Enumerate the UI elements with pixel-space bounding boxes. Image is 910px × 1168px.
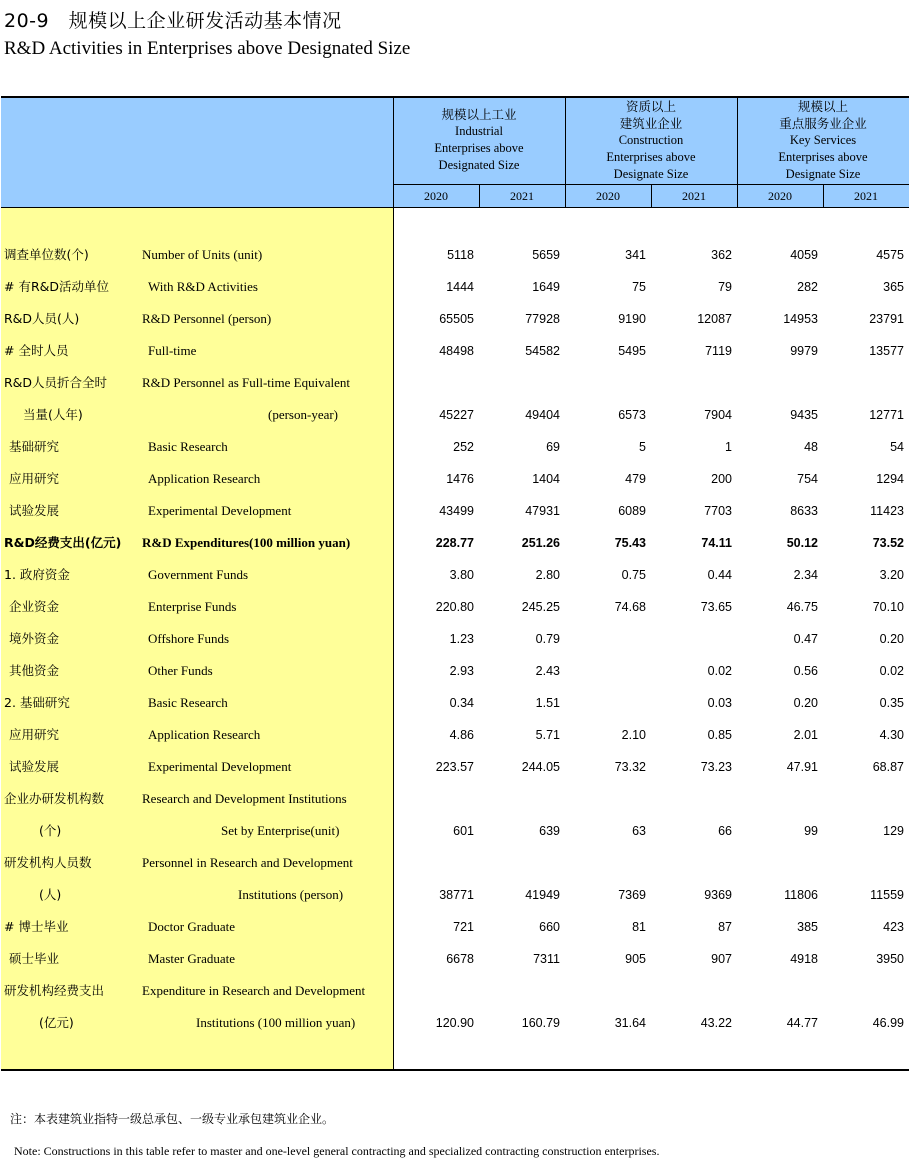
table-cell: 99 [804, 824, 818, 838]
header-group-line: 规模以上 [797, 98, 848, 114]
top-rule [1, 96, 909, 98]
row-label-cn: (个) [39, 823, 62, 838]
header-group-construction [565, 96, 737, 184]
row-label-cn: 1. 政府资金 [4, 567, 70, 582]
table-cell: 3.80 [449, 568, 474, 582]
header-group-line: 规模以上工业 [441, 107, 517, 122]
table-cell: 7119 [705, 344, 732, 358]
table-cell [738, 367, 818, 399]
table-row [1, 751, 909, 783]
header-bottom-rule [1, 207, 909, 208]
row-label-en: Experimental Development [148, 759, 292, 774]
table-cell: 8633 [790, 504, 818, 518]
table-row [1, 239, 909, 271]
table-cell: 73.52 [872, 536, 904, 550]
table-cell: 0.47 [793, 632, 818, 646]
table-cell: 68.87 [872, 760, 904, 774]
table-cell: 6089 [618, 504, 646, 518]
table-cell: 73.65 [700, 600, 732, 614]
table-cell: 87 [718, 920, 732, 934]
header-group-industrial [393, 96, 565, 184]
row-label-en: Institutions (100 million yuan) [196, 1015, 356, 1030]
table-cell: 4.86 [449, 728, 474, 742]
table-row [1, 271, 909, 303]
year-header: 2021 [854, 189, 878, 203]
table-cell: 81 [632, 920, 646, 934]
row-label-cn: 硕士毕业 [9, 951, 60, 966]
table-cell: 2.10 [621, 728, 646, 742]
table-cell [824, 783, 904, 815]
table-cell: 129 [883, 824, 904, 838]
table-cell: 1.23 [449, 632, 474, 646]
year-divider [823, 184, 824, 208]
table-cell: 282 [797, 280, 818, 294]
table-row [1, 783, 909, 815]
row-label-cn: 企业资金 [9, 599, 60, 614]
table-cell: 907 [711, 952, 732, 966]
row-label-cn: # 博士毕业 [4, 919, 69, 934]
table-cell: 754 [797, 472, 818, 486]
table-cell: 7369 [618, 888, 646, 902]
row-label-en: Basic Research [148, 695, 228, 710]
table-cell: 9435 [790, 408, 818, 422]
table-row [1, 911, 909, 943]
table-cell: 252 [453, 440, 474, 454]
table-row [1, 527, 909, 559]
table-cell: 69 [546, 440, 560, 454]
table-row [1, 367, 909, 399]
table-cell: 385 [797, 920, 818, 934]
table-cell [394, 783, 474, 815]
group-divider [565, 96, 566, 208]
row-label-en: Number of Units (unit) [142, 247, 263, 262]
table-cell: 54 [890, 440, 904, 454]
row-label-en: Set by Enterprise(unit) [221, 823, 340, 838]
table-cell: 660 [539, 920, 560, 934]
row-label-cn: 企业办研发机构数 [4, 791, 105, 806]
table-cell: 2.43 [535, 664, 560, 678]
header-stub [1, 96, 393, 208]
table-cell [480, 847, 560, 879]
year-header: 2021 [682, 189, 706, 203]
table-cell: 4059 [790, 248, 818, 262]
table-cell: 1 [725, 440, 732, 454]
table-cell: 5659 [532, 248, 560, 262]
table-cell [566, 655, 646, 687]
table-cell [480, 975, 560, 1007]
table-cell: 31.64 [614, 1016, 646, 1030]
table-cell: 65505 [439, 312, 474, 326]
table-row [1, 623, 909, 655]
row-label-cn: 试验发展 [9, 759, 60, 774]
table-row [1, 431, 909, 463]
table-row [1, 719, 909, 751]
stub-divider [393, 96, 394, 1071]
header-group-line: Industrial [455, 124, 503, 138]
table-cell [824, 975, 904, 1007]
table-cell: 4918 [790, 952, 818, 966]
table-cell [566, 687, 646, 719]
row-label-en: (person-year) [268, 407, 339, 422]
table-row [1, 847, 909, 879]
table-cell: 6678 [446, 952, 474, 966]
year-header: 2021 [510, 189, 534, 203]
table-cell: 2.93 [449, 664, 474, 678]
table-cell: 0.44 [707, 568, 732, 582]
table-row [1, 943, 909, 975]
table-cell: 66 [718, 824, 732, 838]
table-cell: 223.57 [435, 760, 474, 774]
table-cell: 251.26 [521, 536, 560, 550]
row-label-cn: 基础研究 [9, 439, 60, 454]
table-cell: 47.91 [786, 760, 818, 774]
table-cell: 5 [639, 440, 646, 454]
row-label-en: With R&D Activities [148, 279, 258, 294]
table-cell: 9369 [704, 888, 732, 902]
table-cell: 13577 [869, 344, 904, 358]
table-cell: 0.02 [707, 664, 732, 678]
header-group-services [737, 96, 909, 184]
table-cell: 0.79 [535, 632, 560, 646]
table-cell: 48 [804, 440, 818, 454]
table-row [1, 335, 909, 367]
row-label-en: R&D Personnel (person) [142, 311, 272, 326]
row-label-cn: 试验发展 [9, 503, 60, 518]
row-label-cn: (亿元) [39, 1015, 74, 1030]
table-cell: 12771 [869, 408, 904, 422]
row-label-cn: 研发机构经费支出 [4, 983, 105, 998]
table-cell [480, 367, 560, 399]
row-label-en: Doctor Graduate [148, 919, 235, 934]
header-group-line: Enterprises above [778, 149, 868, 164]
table-cell: 11423 [870, 504, 904, 518]
year-header: 2020 [424, 189, 448, 203]
row-label-en: Personnel in Research and Development [142, 855, 353, 870]
table-cell [738, 847, 818, 879]
table-cell: 1.51 [535, 696, 560, 710]
table-cell: 362 [711, 248, 732, 262]
header-group-line: Enterprises above [434, 141, 524, 155]
table-row [1, 495, 909, 527]
table-cell [566, 623, 646, 655]
table-cell: 7311 [533, 952, 560, 966]
row-label-en: Other Funds [148, 663, 213, 678]
table-cell: 244.05 [521, 760, 560, 774]
table-cell: 74.11 [701, 536, 732, 550]
row-label-cn: 应用研究 [9, 727, 60, 742]
header-group-line: Designate Size [785, 166, 861, 181]
table-cell: 48498 [439, 344, 474, 358]
row-label-en: R&D Expenditures(100 million yuan) [142, 535, 351, 550]
table-cell: 46.75 [786, 600, 818, 614]
header-group-line: Designate Size [613, 166, 689, 181]
note-en: Note: Constructions in this table refer to master and one-level general contracting and specialized contracting construction enterprises. [14, 1144, 660, 1158]
table-row [1, 1007, 909, 1039]
table-cell: 1444 [446, 280, 474, 294]
table-cell: 245.25 [521, 600, 560, 614]
table-cell: 228.77 [435, 536, 474, 550]
table-cell: 38771 [439, 888, 474, 902]
table-cell: 5.71 [535, 728, 560, 742]
table-row [1, 879, 909, 911]
table-cell: 0.35 [879, 696, 904, 710]
header-group-line: 重点服务业企业 [779, 115, 867, 131]
table-cell [566, 367, 646, 399]
table-cell: 49404 [525, 408, 560, 422]
table-cell: 11806 [784, 888, 818, 902]
table-cell: 0.85 [707, 728, 732, 742]
row-label-cn: 调查单位数(个) [4, 247, 89, 262]
table-cell: 79 [718, 280, 732, 294]
row-label-en: Government Funds [148, 567, 249, 582]
table-row [1, 655, 909, 687]
table-cell: 7703 [704, 504, 732, 518]
table-cell [652, 975, 732, 1007]
table-cell: 54582 [525, 344, 560, 358]
table-cell: 75 [632, 280, 646, 294]
table-cell: 2.80 [535, 568, 560, 582]
header-group-line: 建筑业企业 [619, 115, 683, 131]
table-row [1, 399, 909, 431]
row-label-en: Application Research [148, 727, 261, 742]
row-label-cn: 境外资金 [9, 631, 60, 646]
table-cell: 3950 [876, 952, 904, 966]
table-row [1, 303, 909, 335]
row-label-cn: R&D人员折合全时 [4, 375, 108, 390]
table-title-en: R&D Activities in Enterprises above Designated Size [4, 38, 411, 59]
table-cell: 601 [453, 824, 474, 838]
table-cell: 0.20 [793, 696, 818, 710]
table-cell: 479 [625, 472, 646, 486]
table-cell: 6573 [618, 408, 646, 422]
table-cell: 0.56 [793, 664, 818, 678]
table-cell: 0.20 [879, 632, 904, 646]
row-label-en: Offshore Funds [148, 631, 230, 646]
row-label-en: Research and Development Institutions [142, 791, 347, 806]
row-label-cn: (人) [39, 887, 62, 902]
table-cell [824, 367, 904, 399]
table-cell: 63 [632, 824, 646, 838]
row-label-cn: 其他资金 [9, 663, 60, 678]
table-row [1, 463, 909, 495]
table-cell: 1649 [532, 280, 560, 294]
table-cell: 45227 [439, 408, 474, 422]
table-cell: 47931 [525, 504, 560, 518]
table-row [1, 815, 909, 847]
table-cell: 14953 [783, 312, 818, 326]
row-label-en: Full-time [148, 343, 197, 358]
table-cell: 1294 [876, 472, 904, 486]
data-table [1, 96, 909, 1071]
table-cell: 905 [625, 952, 646, 966]
row-label-en: R&D Personnel as Full-time Equivalent [142, 375, 350, 390]
table-cell [652, 783, 732, 815]
table-cell: 2.01 [793, 728, 818, 742]
row-label-cn: 2. 基础研究 [4, 695, 70, 710]
table-cell: 365 [883, 280, 904, 294]
table-cell [738, 783, 818, 815]
table-cell: 9979 [790, 344, 818, 358]
table-cell: 44.77 [786, 1016, 818, 1030]
table-cell: 639 [539, 824, 560, 838]
row-label-cn: # 全时人员 [4, 343, 69, 358]
table-cell [824, 847, 904, 879]
table-cell: 70.10 [872, 600, 904, 614]
table-row [1, 559, 909, 591]
table-cell [566, 783, 646, 815]
table-cell: 77928 [525, 312, 560, 326]
table-cell: 160.79 [521, 1016, 560, 1030]
table-cell: 341 [625, 248, 646, 262]
table-cell: 423 [883, 920, 904, 934]
table-cell [394, 367, 474, 399]
header-group-line: Enterprises above [606, 149, 696, 164]
row-label-cn: 应用研究 [9, 471, 60, 486]
table-cell: 1476 [446, 472, 474, 486]
table-cell: 2.34 [793, 568, 818, 582]
row-label-en: Experimental Development [148, 503, 292, 518]
row-label-en: Basic Research [148, 439, 228, 454]
header-group-line: 资质以上 [625, 98, 676, 114]
table-cell: 200 [711, 472, 732, 486]
header-group-line: Construction [618, 132, 684, 147]
table-cell: 0.02 [879, 664, 904, 678]
table-cell: 50.12 [786, 536, 818, 550]
table-cell: 75.43 [614, 536, 646, 550]
year-header: 2020 [596, 189, 620, 203]
row-label-en: Master Graduate [148, 951, 235, 966]
table-cell [394, 847, 474, 879]
table-cell: 43499 [439, 504, 474, 518]
table-cell: 4.30 [879, 728, 904, 742]
table-cell: 0.34 [449, 696, 474, 710]
table-cell: 12087 [697, 312, 732, 326]
table-cell: 43.22 [700, 1016, 732, 1030]
table-cell: 9190 [618, 312, 646, 326]
table-cell: 721 [453, 920, 474, 934]
row-label-cn: # 有R&D活动单位 [4, 279, 110, 294]
note-cn: 注：本表建筑业指特一级总承包、一级专业承包建筑业企业。 [10, 1112, 335, 1126]
row-label-en: Institutions (person) [238, 887, 344, 902]
row-label-cn: 当量(人年) [23, 407, 83, 422]
table-cell [566, 847, 646, 879]
table-row [1, 591, 909, 623]
table-cell: 5495 [618, 344, 646, 358]
table-cell: 3.20 [879, 568, 904, 582]
row-label-en: Application Research [148, 471, 261, 486]
header-group-line: Designated Size [438, 158, 520, 172]
year-header: 2020 [768, 189, 792, 203]
row-label-en: Expenditure in Research and Development [142, 983, 366, 998]
table-cell [738, 975, 818, 1007]
table-cell: 0.75 [621, 568, 646, 582]
table-cell: 4575 [876, 248, 904, 262]
table-cell: 23791 [869, 312, 904, 326]
table-cell: 0.03 [707, 696, 732, 710]
table-row [1, 687, 909, 719]
header-group-line: Key Services [789, 132, 857, 147]
year-divider [479, 184, 480, 208]
row-label-cn: 研发机构人员数 [4, 855, 92, 870]
table-cell [652, 367, 732, 399]
table-cell: 220.80 [435, 600, 474, 614]
row-label-cn: R&D人员(人) [4, 311, 80, 326]
table-cell: 7904 [704, 408, 732, 422]
table-cell [652, 623, 732, 655]
table-cell: 41949 [525, 888, 560, 902]
table-cell: 5118 [447, 248, 474, 262]
table-title-cn: 20-9 规模以上企业研发活动基本情况 [4, 10, 342, 32]
table-row [1, 975, 909, 1007]
row-label-cn: R&D经费支出(亿元) [4, 535, 122, 550]
table-cell: 11559 [870, 888, 904, 902]
table-cell: 73.23 [700, 760, 732, 774]
table-cell: 1404 [532, 472, 560, 486]
table-cell [480, 783, 560, 815]
bottom-rule [1, 1069, 909, 1071]
table-cell: 74.68 [614, 600, 646, 614]
row-label-en: Enterprise Funds [148, 599, 237, 614]
year-divider [651, 184, 652, 208]
table-cell: 120.90 [435, 1016, 474, 1030]
table-cell [652, 847, 732, 879]
group-divider [737, 96, 738, 208]
table-cell [394, 975, 474, 1007]
table-cell: 73.32 [614, 760, 646, 774]
table-cell [566, 975, 646, 1007]
table-cell: 46.99 [872, 1016, 904, 1030]
